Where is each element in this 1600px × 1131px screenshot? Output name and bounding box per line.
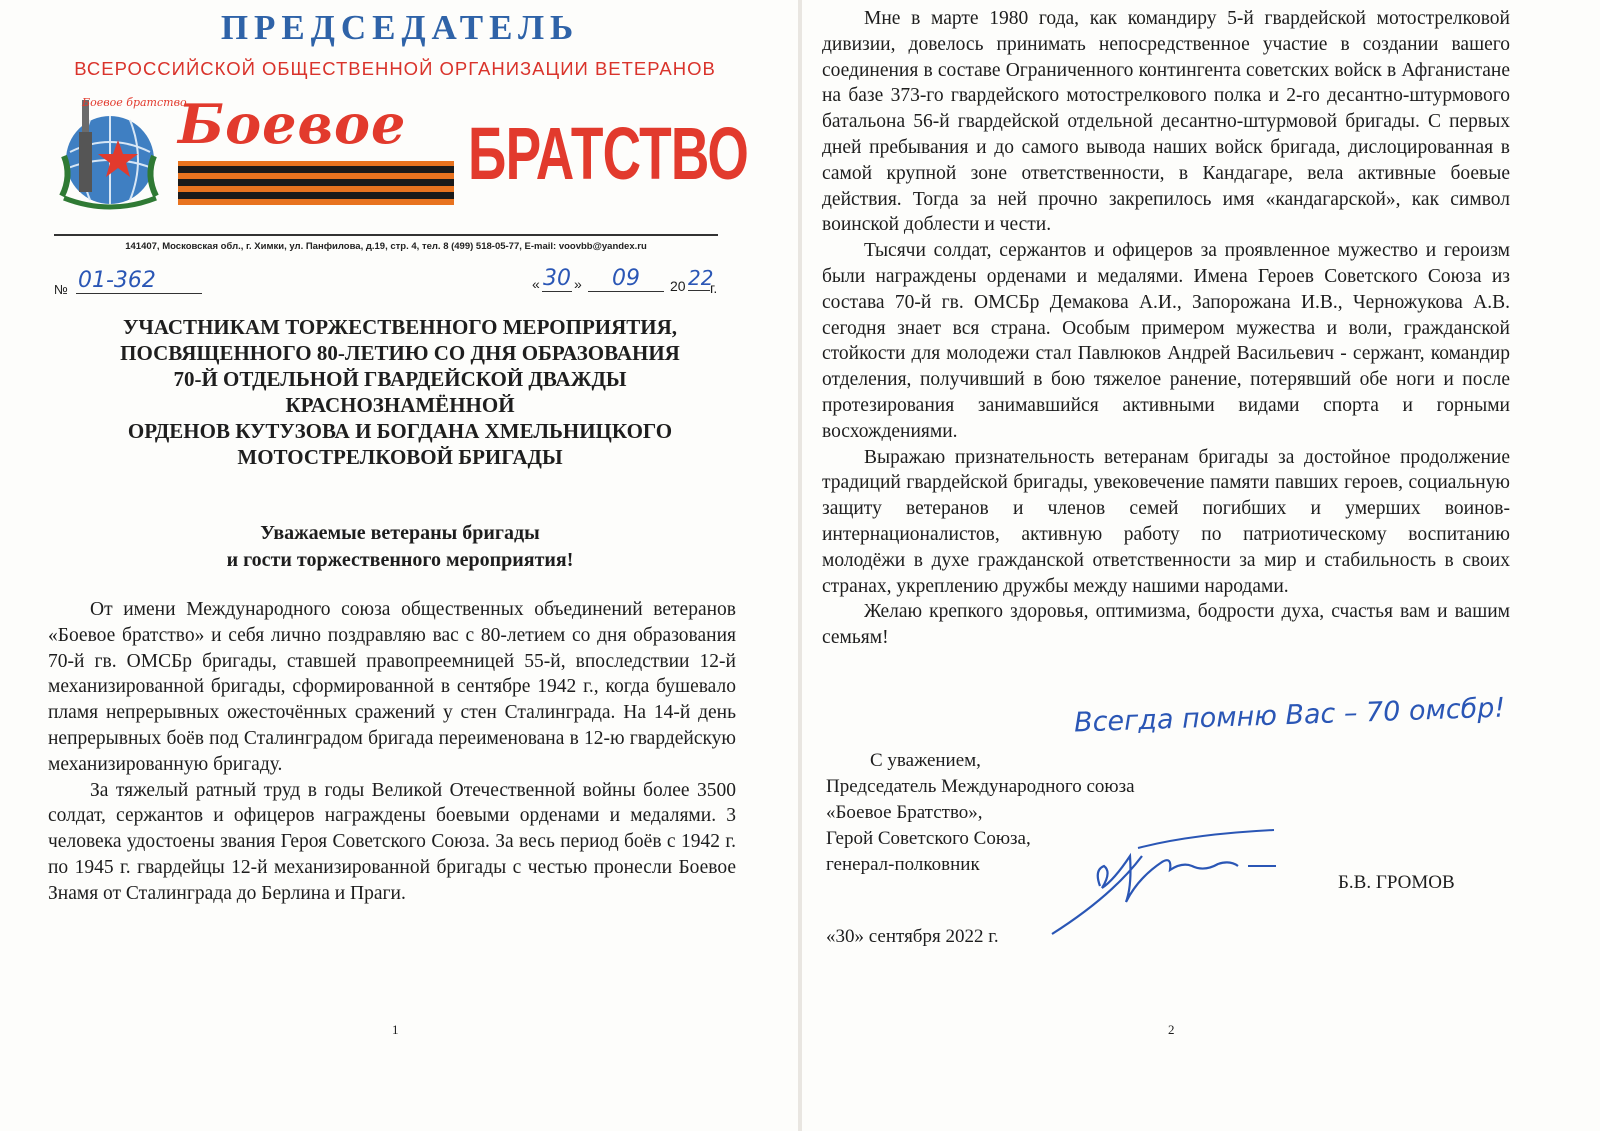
date-month: 09 — [588, 266, 664, 292]
date-year-unit: г. — [710, 280, 718, 296]
paragraph: Тысячи солдат, сержантов и офицеров за проявленное мужество и героизм были награждены орденами и медалями. Имена Героев Советского Союза из состава 70-й гв. ОМСБр Демакова А.И., Запорожана И.В., Черножукова А.В. сегодня знает вся страна. Особым примером мужества и воли, гражданской стойкости для молодежи стал Павлюков Андрей Васильевич - сержант, командир отделения, получивший в бою тяжелое ранение, потерявший обе ноги и после протезирования занимавшийся активными видами спорта и горными восхождениями. — [822, 240, 1510, 442]
page1-body — [48, 597, 736, 907]
brand-script-text: Боевое — [178, 92, 407, 156]
salutation-line: и гости торжественного мероприятия! — [226, 549, 574, 571]
salutation-line: Уважаемые ветераны бригады — [260, 522, 540, 544]
letterhead-organization: ВСЕРОССИЙСКОЙ ОБЩЕСТВЕННОЙ ОРГАНИЗАЦИИ ВЕТЕРАНОВ — [74, 58, 716, 79]
heading-line: 70-Й ОТДЕЛЬНОЙ ГВАРДЕЙСКОЙ ДВАЖДЫ — [173, 367, 627, 391]
signature-line: «Боевое Братство», — [826, 802, 983, 823]
letter-page-1 — [0, 0, 798, 1131]
letter-heading — [40, 314, 760, 470]
signer-name: Б.В. ГРОМОВ — [1338, 872, 1455, 893]
heading-line: УЧАСТНИКАМ ТОРЖЕСТВЕННОГО МЕРОПРИЯТИЯ, — [122, 315, 678, 339]
date-open-quote: « — [532, 276, 540, 292]
handwritten-signature — [1042, 826, 1292, 938]
paragraph: Мне в марте 1980 года, как командиру 5-й гвардейской мотострелковой дивизии, довелось принимать непосредственное участие в создании вашего соединения в составе Ограниченного контингента советских войск в Афганистане на базе 373-го гвардейского мотострелкового полка и 2-го десантно-штурмового батальона 56-й гвардейской отдельной десантно-штурмовой бригады. С первых дней пребывания и до самого вывода наших войск бригада, дислоцированная в самой крупной зоне ответственности, в Кандагаре, вела активные боевые действия. Тогда за ней прочно закрепилось имя «кандагарской», как символ воинской доблести и чести. — [822, 8, 1510, 236]
paragraph: Выражаю признательность ветеранам бригады за достойное продолжение традиций гвардейской бригады, увековечение памяти павших героев, социальную защиту ветеранов и членов семей погибших и умерших воинов-интернационалистов, активную работу по патриотическому воспитанию молодёжи в духе гражданской ответственности за мир и стабильность в своих странах, укреплению дружбы между нашими народами. — [822, 446, 1510, 597]
heading-line: ПОСВЯЩЕННОГО 80-ЛЕТИЮ СО ДНЯ ОБРАЗОВАНИЯ — [120, 341, 680, 365]
emblem-text: Боевое братство — [82, 96, 187, 109]
heading-line: МОТОСТРЕЛКОВОЙ БРИГАДЫ — [237, 445, 563, 469]
heading-line: ОРДЕНОВ КУТУЗОВА И БОГДАНА ХМЕЛЬНИЦКОГО — [127, 419, 673, 443]
salutation — [40, 520, 760, 574]
letter-page-2 — [802, 0, 1600, 1131]
paragraph: За тяжелый ратный труд в годы Великой Отечественной войны более 3500 солдат, сержантов и офицеров награждены боевыми орденами и медалями. 3 человека удостоены звания Героя Советского Союза. За весь период боёв с 1942 г. по 1945 г. гвардейцы 12-й механизированной бригады с честью пронесли Боевое Знамя от Сталинграда до Берлина и Праги. — [48, 779, 736, 904]
paragraph: Желаю крепкого здоровья, оптимизма, бодрости духа, счастья вам и вашим семьям! — [822, 601, 1510, 649]
page-number: 1 — [392, 1022, 399, 1037]
page2-body — [822, 6, 1510, 651]
signature-line: Герой Советского Союза, — [826, 828, 1031, 849]
signature-line: Председатель Международного союза — [826, 776, 1135, 797]
letterhead-title: ПРЕДСЕДАТЕЛЬ — [220, 8, 580, 47]
brand-caps-text: БРАТСТВО — [468, 112, 749, 195]
date-year-prefix: 20 — [670, 278, 686, 294]
heading-line: КРАСНОЗНАМЁННОЙ — [285, 393, 515, 417]
paragraph: От имени Международного союза общественных объединений ветеранов «Боевое братство» и себя лично поздравляю вас с 80-летием со дня образования 70-й гв. ОМСБр бригады, ставшей правопреемницей 55-й, впоследствии 12-й механизированной бригады, сформированной в сентябре 1942 г., когда бушевало пламя непрерывных ожесточённых сражений у стен Сталинграда. На 14-й день непрерывных боёв под Сталинградом бригада переименована в 12-ю гвардейскую механизированную бригаду. — [48, 599, 736, 775]
date-year-suffix: 22 — [688, 266, 714, 290]
boevoe-bratstvo-emblem-logo — [52, 92, 187, 216]
registration-number-value: 01-362 — [76, 268, 202, 294]
date-day: 30 — [543, 266, 571, 291]
page-number: 2 — [1168, 1022, 1175, 1037]
st-george-ribbon — [178, 161, 454, 205]
letterhead-divider — [54, 234, 718, 236]
signature-line: С уважением, — [870, 750, 981, 771]
signature-date: «30» сентября 2022 г. — [826, 926, 999, 947]
date-close-quote: » — [574, 276, 582, 292]
registration-number-label: № — [54, 282, 68, 297]
letterhead-address: 141407, Московская обл., г. Химки, ул. Панфилова, д.19, стр. 4, тел. 8 (499) 518-05-77, E-mail: voovbb@yandex.ru — [125, 241, 647, 252]
handwritten-note: Всегда помню Вас – 70 омсбр! — [1073, 692, 1506, 739]
signature-line: генерал-полковник — [826, 854, 980, 875]
